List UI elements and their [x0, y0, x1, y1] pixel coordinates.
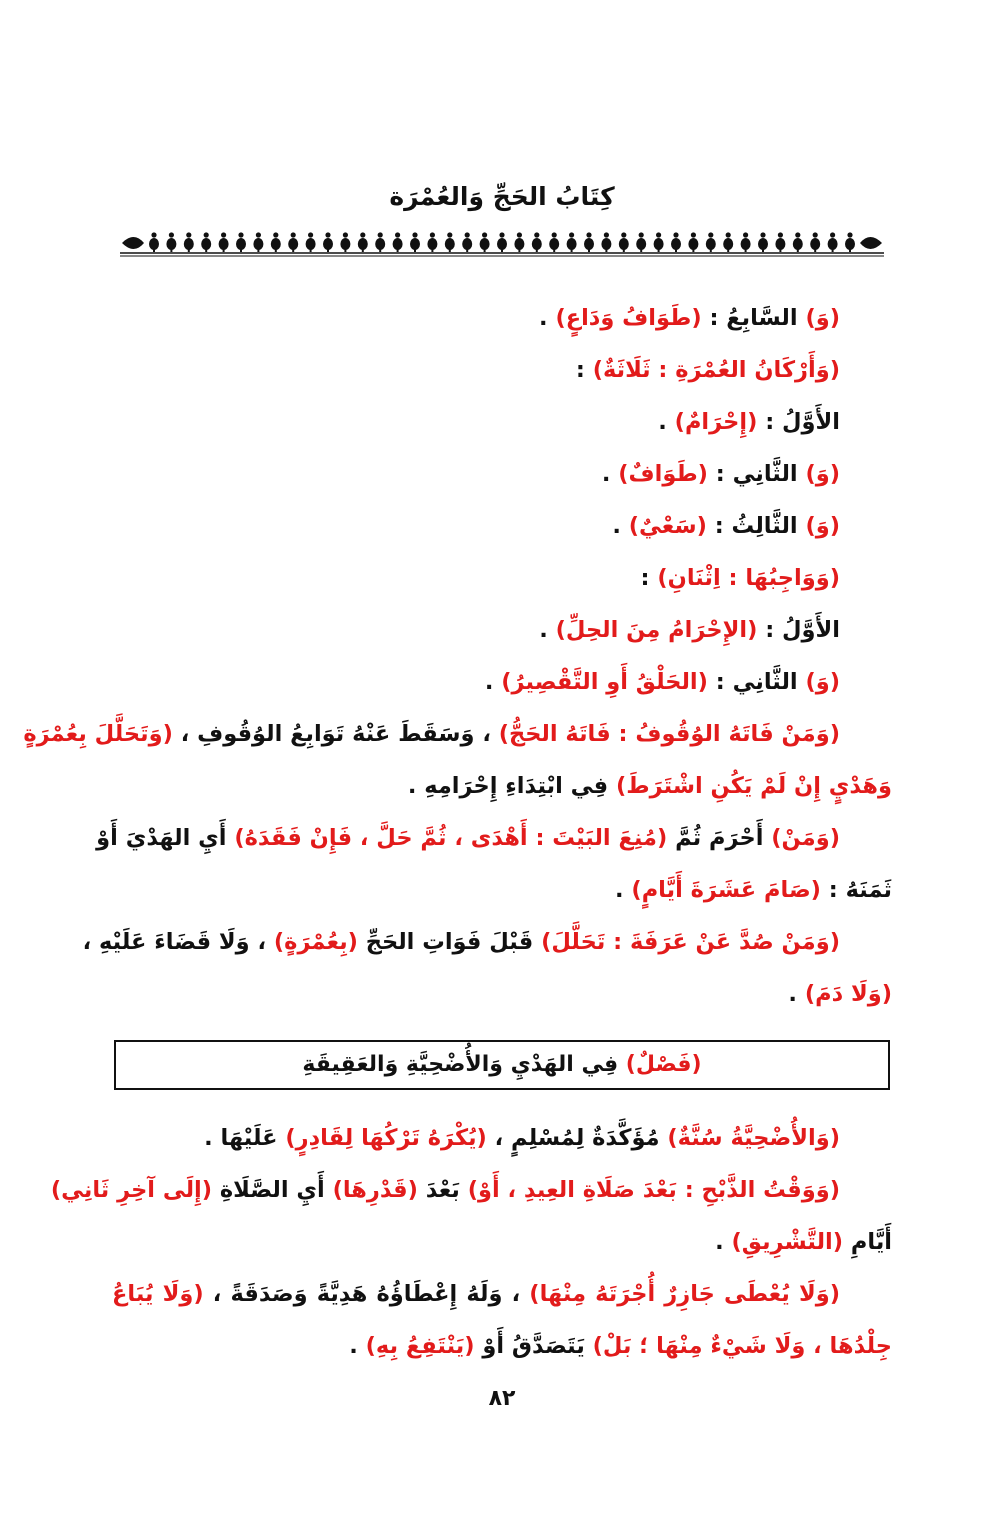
- text-red: (وَوَاجِبُهَا : اِثْنَانِ): [657, 565, 840, 591]
- text-red: (وَأَرْكَانُ العُمْرَةِ : ثَلَاثَةٌ): [592, 357, 840, 383]
- paragraph-jazir-line-1: [112, 1268, 892, 1320]
- ornament-motif: [445, 232, 455, 252]
- pillars-list: [112, 292, 892, 708]
- text-plain: مُؤَكَّدَةٌ لِمُسْلِمٍ ،: [486, 1125, 668, 1151]
- text-plain: قَبْلَ فَوَاتِ الحَجِّ: [357, 929, 542, 955]
- text-plain: .: [715, 1229, 732, 1255]
- section-heading-box: [114, 1040, 890, 1090]
- text-plain: أَيَّامِ: [843, 1229, 892, 1255]
- text-plain: .: [349, 1333, 366, 1359]
- ornament-motif: [427, 232, 437, 252]
- text-red: جِلْدُهَا ، وَلَا شَيْءٌ مِنْهَا ؛ بَلْ): [592, 1333, 892, 1359]
- ornament-motif: [219, 232, 229, 252]
- text-red: (قَدْرِهَا): [332, 1177, 418, 1203]
- text-red: (إِحْرَامٌ): [674, 409, 758, 435]
- text-red: (وَ): [797, 513, 840, 539]
- text-red: (وَمَنْ صُدَّ عَنْ عَرَفَةَ : تَحَلَّلَ): [541, 929, 840, 955]
- paragraph-udhiya: [112, 1112, 892, 1164]
- text-plain: ، وَسَقَطَ عَنْهُ تَوَابِعُ الوُقُوفِ ،: [172, 721, 499, 747]
- paragraph-ihsar-line-1: [96, 812, 892, 864]
- ornament-motif: [514, 232, 524, 252]
- ornament-motif: [410, 232, 420, 252]
- list-item: [112, 656, 892, 708]
- text-plain: ، وَلَهُ إِعْطَاؤُهُ هَدِيَّةً وَصَدَقَةً ،: [203, 1281, 530, 1307]
- page: [23, 0, 892, 1518]
- text-plain: :: [640, 565, 658, 591]
- ornament-motif: [288, 232, 298, 252]
- text-red: (وَوَقْتُ الذَّبْحِ : بَعْدَ صَلَاةِ العِيدِ ، أَوْ): [467, 1177, 840, 1203]
- text-red: (الإِحْرَامُ مِنَ الحِلِّ): [555, 617, 758, 643]
- ornament-motif: [636, 232, 646, 252]
- paragraph-jazir-line-2: [112, 1320, 892, 1372]
- text-plain: الأَوَّلُ :: [757, 409, 840, 435]
- ornament-motif: [271, 232, 281, 252]
- ornament-motif: [462, 232, 472, 252]
- ornament-motif: [236, 232, 246, 252]
- text-red: (التَّشْرِيقِ): [731, 1229, 844, 1255]
- text-plain: :: [575, 357, 593, 383]
- ornament-motif: [201, 232, 211, 252]
- ornament-motif: [149, 232, 159, 252]
- list-item: [112, 604, 892, 656]
- text-plain: ، وَلَا قَضَاءَ عَلَيْهِ ،: [82, 929, 274, 955]
- ornament-motif: [549, 232, 559, 252]
- text-plain: الثَّالِثُ :: [706, 513, 798, 539]
- ornament-motif: [671, 232, 681, 252]
- ornament-motif: [480, 232, 490, 252]
- ornament-motif: [619, 232, 629, 252]
- text-plain: ثَمَنَهُ :: [820, 877, 892, 903]
- text-plain: الثَّانِي :: [707, 461, 798, 487]
- ornament-motif: [393, 232, 403, 252]
- ornament-motif: [584, 232, 594, 252]
- text-red: (وَ): [797, 669, 840, 695]
- text-red: (سَعْيٌ): [628, 513, 707, 539]
- text-plain: .: [615, 877, 632, 903]
- ornament-motif: [323, 232, 333, 252]
- text-plain: .: [539, 305, 556, 331]
- text-red: (إِلَى آخِرِ ثَانِي): [50, 1177, 213, 1203]
- ornament-motif: [340, 232, 350, 252]
- text-red: (وَ): [797, 461, 840, 487]
- text-red: (طَوَافُ وَدَاعٍ): [555, 305, 702, 331]
- ornament-motif: [184, 232, 194, 252]
- text-red: (وَالأُضْحِيَّةُ سُنَّةٌ): [667, 1125, 840, 1151]
- text-red: وَهَدْيٍ إِنْ لَمْ يَكُنِ اشْتَرَطَ): [616, 773, 892, 799]
- paragraph-fawat-line-1: [23, 708, 892, 760]
- ornament-motif: [775, 232, 785, 252]
- ornament-motif: [567, 232, 577, 252]
- ornament-motif: [306, 232, 316, 252]
- text-plain: عَلَيْهَا .: [204, 1125, 286, 1151]
- text-plain: الأَوَّلُ :: [757, 617, 840, 643]
- text-red: (مُنِعَ البَيْتَ : أَهْدَى ، ثُمَّ حَلَّ ، فَإِنْ فَقَدَهُ): [234, 825, 668, 851]
- text-plain: يَتَصَدَّقُ أَوْ: [474, 1333, 593, 1359]
- list-item: [112, 292, 892, 344]
- text-red: (وَلَا دَمَ): [804, 981, 892, 1007]
- text-plain: أَحْرَمَ ثُمَّ: [667, 825, 772, 851]
- text-red: (يُكْرَهُ تَرْكُهَا لِقَادِرٍ): [285, 1125, 487, 1151]
- text-red: (بِعُمْرَةٍ): [273, 929, 358, 955]
- text-plain: فِي ابْتِدَاءِ إِحْرَامِهِ .: [407, 773, 616, 799]
- paragraph-sadd-line-2: [112, 968, 892, 1020]
- ornament-motif: [253, 232, 263, 252]
- section-title: فِي الهَدْيِ وَالأُضْحِيَّةِ وَالعَقِيقَةِ: [302, 1052, 626, 1077]
- text-plain: الثَّانِي :: [707, 669, 798, 695]
- ornament-motif: [706, 232, 716, 252]
- ornament-motif: [532, 232, 542, 252]
- page-number: ٨٢: [488, 1386, 516, 1411]
- text-red: (الحَلْقُ أَوِ التَّقْصِيرُ): [501, 669, 708, 695]
- list-item: [112, 396, 892, 448]
- ornament-motif: [758, 232, 768, 252]
- ornament-motif: [166, 232, 176, 252]
- paragraph-ihsar-line-2: [112, 864, 892, 916]
- list-item: [112, 552, 892, 604]
- main-text: [23, 292, 892, 1020]
- book-title: كِتَابُ الحَجِّ وَالعُمْرَة: [389, 182, 615, 211]
- ornament-motif: [845, 232, 855, 252]
- ornament-divider-icon: [120, 226, 884, 260]
- section-text: [50, 1112, 892, 1372]
- text-red: (يَنْتَفِعُ بِهِ): [365, 1333, 475, 1359]
- paragraph-sadd-line-1: [82, 916, 892, 968]
- ornament-motif: [654, 232, 664, 252]
- ornament-motif: [601, 232, 611, 252]
- paragraph-waqt-line-1: [50, 1164, 892, 1216]
- text-plain: أَيِ الهَدْيَ أَوْ: [96, 825, 235, 851]
- text-plain: السَّابِعُ :: [701, 305, 798, 331]
- paragraph-waqt-line-2: [112, 1216, 892, 1268]
- text-red: (طَوَافٌ): [618, 461, 708, 487]
- text-plain: .: [601, 461, 619, 487]
- text-red: (وَمَنْ فَاتَهُ الوُقُوفُ : فَاتَهُ الحَجُّ): [498, 721, 840, 747]
- text-red: (وَمَنْ): [771, 825, 840, 851]
- text-red: (وَلَا يُعْطَى جَازِرٌ أُجْرَتَهُ مِنْهَا): [529, 1281, 840, 1307]
- text-plain: أَيِ الصَّلَاةِ: [212, 1177, 333, 1203]
- text-plain: بَعْدَ: [417, 1177, 468, 1203]
- list-item: [112, 448, 892, 500]
- text-red: (وَتَحَلَّلَ بِعُمْرَةٍ: [23, 721, 173, 747]
- ornament-motif: [810, 232, 820, 252]
- ornament-motif: [723, 232, 733, 252]
- text-plain: .: [484, 669, 502, 695]
- ornament-motif: [741, 232, 751, 252]
- ornament-motif: [828, 232, 838, 252]
- section-label: (فَصْلٌ): [625, 1052, 702, 1077]
- text-plain: .: [612, 513, 629, 539]
- ornament-motif: [688, 232, 698, 252]
- text-plain: .: [658, 409, 675, 435]
- list-item: [112, 500, 892, 552]
- ornament-motif: [358, 232, 368, 252]
- ornament-motif: [375, 232, 385, 252]
- text-red: (صَامَ عَشَرَةَ أَيَّامٍ): [631, 877, 821, 903]
- text-plain: .: [539, 617, 556, 643]
- ornament-motif: [497, 232, 507, 252]
- text-plain: .: [788, 981, 805, 1007]
- list-item: [112, 344, 892, 396]
- ornament-motif: [793, 232, 803, 252]
- text-red: (وَلَا يُبَاعُ: [112, 1281, 204, 1307]
- text-red: (وَ): [797, 305, 840, 331]
- paragraph-fawat-line-2: [112, 760, 892, 812]
